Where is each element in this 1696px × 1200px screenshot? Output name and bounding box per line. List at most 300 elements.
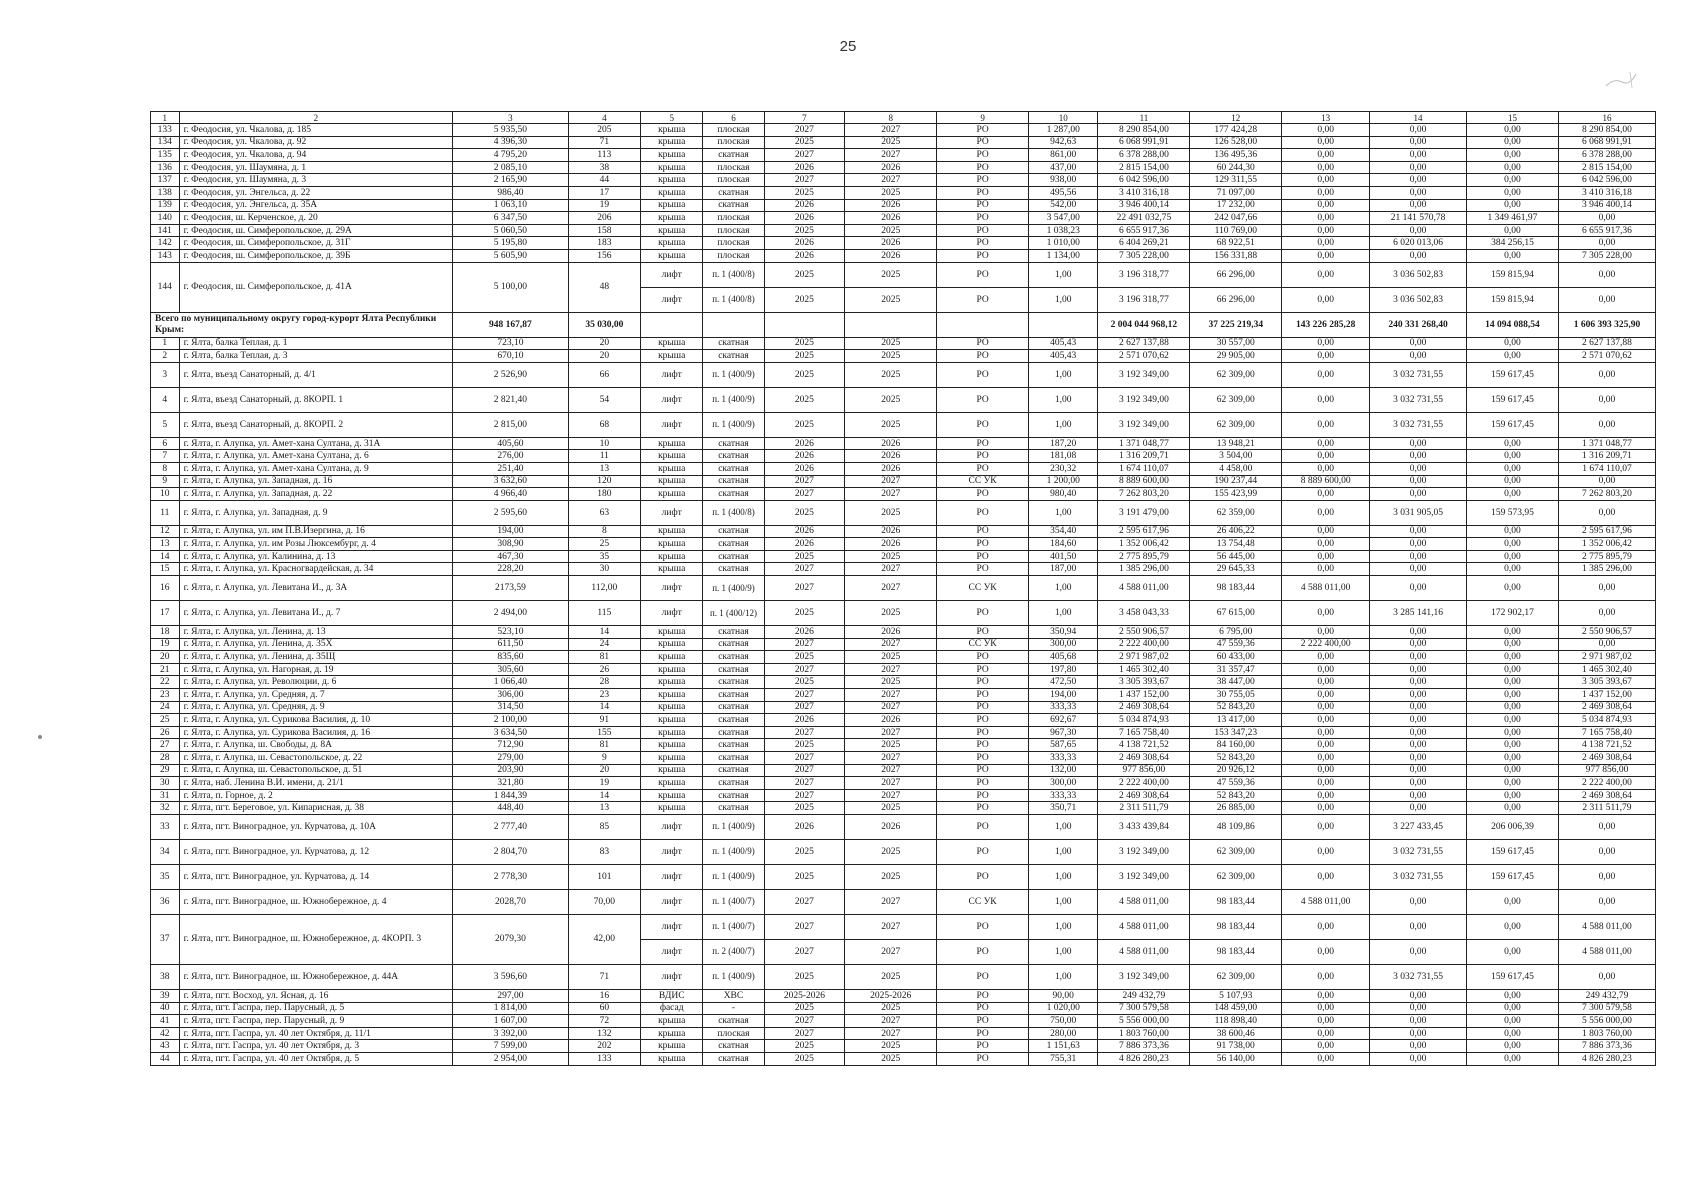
table-row (151, 500, 1656, 525)
table-cell: 26 (151, 726, 180, 739)
table-cell: 4 588 011,00 (1098, 576, 1190, 601)
table-cell: 0,00 (1467, 726, 1559, 739)
table-cell: 986,40 (453, 186, 568, 199)
table-cell: 0,00 (1282, 1040, 1370, 1053)
table-cell: крыша (641, 350, 703, 363)
table-cell: 2027 (845, 563, 937, 576)
table-cell: 0,00 (1282, 864, 1370, 889)
table-cell: 980,40 (1029, 488, 1098, 501)
table-cell: крыша (641, 1027, 703, 1040)
table-cell: 333,33 (1029, 789, 1098, 802)
table-cell: 9 (568, 752, 640, 765)
table-cell: 0,00 (1467, 563, 1559, 576)
table-cell: 62 309,00 (1190, 387, 1282, 412)
table-cell: 0,00 (1558, 362, 1655, 387)
table-cell: 2 469 308,64 (1558, 789, 1655, 802)
table-cell: 542,00 (1029, 199, 1098, 212)
table-cell: 20 (151, 651, 180, 664)
table-cell: РО (937, 199, 1029, 212)
table-cell: 750,00 (1029, 1015, 1098, 1028)
table-cell: 2025 (764, 387, 845, 412)
table-cell: г. Феодосия, ул. Шаумяна, д. 1 (179, 161, 453, 174)
table-row (151, 964, 1656, 989)
table-cell: 2025 (764, 362, 845, 387)
table-cell: 44 (568, 174, 640, 187)
table-cell: 405,68 (1029, 651, 1098, 664)
table-cell: 0,00 (1282, 550, 1370, 563)
table-cell: 942,63 (1029, 136, 1098, 149)
table-cell: 2 469 308,64 (1558, 701, 1655, 714)
table-cell: лифт (641, 939, 703, 964)
table-cell: 2025 (764, 350, 845, 363)
table-cell: 0,00 (1558, 638, 1655, 651)
table-cell: 11 (568, 450, 640, 463)
table-cell: крыша (641, 1052, 703, 1065)
table-cell: 2 815 154,00 (1098, 161, 1190, 174)
table-cell: 83 (568, 839, 640, 864)
table-cell: 0,00 (1370, 538, 1467, 551)
table-cell: 0,00 (1467, 224, 1559, 237)
table-cell: скатная (703, 488, 764, 501)
table-cell: 30 (151, 777, 180, 790)
table-cell: лифт (641, 964, 703, 989)
table-cell: СС УК (937, 638, 1029, 651)
table-cell: 0,00 (1467, 337, 1559, 350)
table-cell: скатная (703, 752, 764, 765)
table-cell: 2027 (845, 576, 937, 601)
table-cell: 8 (568, 525, 640, 538)
table-cell: крыша (641, 739, 703, 752)
table-cell: 0,00 (1370, 889, 1467, 914)
table-cell: 140 (151, 212, 180, 225)
table-cell: 405,60 (453, 437, 568, 450)
table-cell: 3 634,50 (453, 726, 568, 739)
empty-cell (1029, 312, 1098, 337)
table-cell: лифт (641, 387, 703, 412)
table-cell: РО (937, 989, 1029, 1002)
table-row (151, 1052, 1656, 1065)
table-cell: 28 (151, 752, 180, 765)
table-cell: крыша (641, 212, 703, 225)
table-cell: 2026 (764, 714, 845, 727)
table-cell: г. Ялта, г. Алупка, ул. Революции, д. 6 (179, 676, 453, 689)
table-cell: 2026 (764, 450, 845, 463)
table-cell: 240 331 268,40 (1370, 312, 1467, 337)
table-cell: 6 655 917,36 (1558, 224, 1655, 237)
table-cell: 2 971 987,02 (1098, 651, 1190, 664)
table-cell: 495,56 (1029, 186, 1098, 199)
table-cell: лифт (641, 500, 703, 525)
table-row (151, 626, 1656, 639)
table-cell: 13 (151, 538, 180, 551)
table-cell: 0,00 (1370, 1040, 1467, 1053)
table-cell: 15 (151, 563, 180, 576)
table-cell: 8 (151, 462, 180, 475)
table-cell: 0,00 (1282, 199, 1370, 212)
table-cell: 7 305 228,00 (1558, 249, 1655, 262)
table-cell: п. 1 (400/8) (703, 262, 764, 287)
table-row (151, 1002, 1656, 1015)
table-cell: скатная (703, 701, 764, 714)
table-cell: 177 424,28 (1190, 124, 1282, 137)
table-cell: 0,00 (1370, 576, 1467, 601)
table-cell: п. 1 (400/9) (703, 387, 764, 412)
table-cell: 3 632,60 (453, 475, 568, 488)
table-cell: 153 347,23 (1190, 726, 1282, 739)
table-row (151, 161, 1656, 174)
table-cell: 4 (568, 112, 640, 124)
table-cell: 47 559,36 (1190, 638, 1282, 651)
table-cell: г. Ялта, балка Теплая, д. 1 (179, 337, 453, 350)
table-cell: скатная (703, 789, 764, 802)
table-cell: скатная (703, 525, 764, 538)
table-cell: 2026 (845, 814, 937, 839)
table-cell: 5 556 000,00 (1558, 1015, 1655, 1028)
table-cell: крыша (641, 450, 703, 463)
table-cell: 13 948,21 (1190, 437, 1282, 450)
table-cell: плоская (703, 249, 764, 262)
table-cell: 0,00 (1558, 601, 1655, 626)
table-cell: 2 004 044 968,12 (1098, 312, 1190, 337)
table-cell: 2025 (764, 337, 845, 350)
table-cell: 9 (151, 475, 180, 488)
table-row (151, 437, 1656, 450)
table-cell: г. Ялта, г. Алупка, ул. Средняя, д. 7 (179, 689, 453, 702)
table-cell: 0,00 (1282, 676, 1370, 689)
table-cell: Всего по муниципальному округу город-курорт Ялта Республики Крым: (151, 312, 453, 337)
table-cell: РО (937, 726, 1029, 739)
table-cell: 60 (568, 1002, 640, 1015)
table-cell: крыша (641, 174, 703, 187)
table-cell: РО (937, 701, 1029, 714)
table-cell: 6 (703, 112, 764, 124)
table-cell: 2025 (845, 337, 937, 350)
table-cell: 22 (151, 676, 180, 689)
table-cell: РО (937, 350, 1029, 363)
table-cell: 0,00 (1370, 1027, 1467, 1040)
table-cell: РО (937, 500, 1029, 525)
table-cell: 2 100,00 (453, 714, 568, 727)
table-cell: 2025 (845, 500, 937, 525)
table-cell: 2025 (764, 1002, 845, 1015)
table-cell: 1 (151, 112, 180, 124)
table-cell: - (703, 1002, 764, 1015)
table-cell: 12 (1190, 112, 1282, 124)
table-cell: 52 843,20 (1190, 701, 1282, 714)
table-cell: скатная (703, 626, 764, 639)
table-cell: плоская (703, 212, 764, 225)
table-cell: 0,00 (1467, 1027, 1559, 1040)
table-cell: РО (937, 1002, 1029, 1015)
table-cell: г. Ялта, пгт. Гаспра, ул. 40 лет Октября, д. 3 (179, 1040, 453, 1053)
table-row (151, 1027, 1656, 1040)
table-cell: 4 588 011,00 (1558, 914, 1655, 939)
table-cell: 230,32 (1029, 462, 1098, 475)
table-cell: 2027 (845, 663, 937, 676)
table-cell: 56 140,00 (1190, 1052, 1282, 1065)
table-cell: 37 (151, 914, 180, 964)
empty-cell (764, 312, 845, 337)
table-cell: 2027 (764, 124, 845, 137)
table-cell: крыша (641, 488, 703, 501)
table-cell: 15 (1467, 112, 1559, 124)
table-cell: 2025 (845, 550, 937, 563)
table-cell: 0,00 (1370, 149, 1467, 162)
table-cell: 2027 (764, 689, 845, 702)
table-row (151, 764, 1656, 777)
table-cell: 0,00 (1282, 212, 1370, 225)
table-cell: г. Ялта, г. Алупка, ул. им Розы Люксембург, д. 4 (179, 538, 453, 551)
table-cell: 0,00 (1282, 914, 1370, 939)
table-cell: 1 606 393 325,90 (1558, 312, 1655, 337)
table-cell: 0,00 (1467, 462, 1559, 475)
table-cell: 0,00 (1370, 224, 1467, 237)
table-cell: 70,00 (568, 889, 640, 914)
table-row (151, 814, 1656, 839)
table-cell: РО (937, 550, 1029, 563)
table-cell: 3 192 349,00 (1098, 387, 1190, 412)
table-cell: крыша (641, 550, 703, 563)
table-cell: 2026 (845, 249, 937, 262)
table-cell: 0,00 (1467, 450, 1559, 463)
table-cell: 20 926,12 (1190, 764, 1282, 777)
table-cell: г. Ялта, г. Алупка, ул. Амет-хана Султана, д. 6 (179, 450, 453, 463)
table-cell: 2027 (764, 475, 845, 488)
table-cell: 26 (568, 663, 640, 676)
table-row (151, 550, 1656, 563)
table-cell: скатная (703, 676, 764, 689)
table-cell: 3 196 318,77 (1098, 262, 1190, 287)
table-cell: 0,00 (1370, 764, 1467, 777)
table-cell: 1 200,00 (1029, 475, 1098, 488)
table-row (151, 989, 1656, 1002)
table-cell: 0,00 (1282, 538, 1370, 551)
table-cell: 2 469 308,64 (1098, 789, 1190, 802)
table-cell: крыша (641, 1015, 703, 1028)
table-cell: г. Феодосия, ул. Энгельса, д. 35А (179, 199, 453, 212)
table-cell: 0,00 (1282, 714, 1370, 727)
table-cell: г. Ялта, пгт. Виноградное, ш. Южнобережное, д. 44А (179, 964, 453, 989)
table-cell: крыша (641, 714, 703, 727)
table-cell: 35 (151, 864, 180, 889)
table-row (151, 199, 1656, 212)
table-cell: 2027 (845, 475, 937, 488)
table-cell: 6 020 013,06 (1370, 237, 1467, 250)
table-cell: 977 856,00 (1098, 764, 1190, 777)
table-cell: 611,50 (453, 638, 568, 651)
table-row (151, 802, 1656, 815)
table-header-row (151, 112, 1656, 124)
table-cell: г. Феодосия, ш. Керченское, д. 20 (179, 212, 453, 225)
table-cell: 197,80 (1029, 663, 1098, 676)
table-cell: г. Ялта, г. Алупка, ул. Ленина, д. 35Щ (179, 651, 453, 664)
table-cell: 137 (151, 174, 180, 187)
table-cell: 350,71 (1029, 802, 1098, 815)
table-cell: 938,00 (1029, 174, 1098, 187)
table-cell: 2027 (845, 1027, 937, 1040)
table-cell: 0,00 (1467, 525, 1559, 538)
table-cell: 2027 (845, 939, 937, 964)
table-cell: г. Ялта, п. Горное, д. 2 (179, 789, 453, 802)
table-cell: 143 226 285,28 (1282, 312, 1370, 337)
table-row (151, 651, 1656, 664)
table-cell: скатная (703, 1015, 764, 1028)
table-cell: лифт (641, 864, 703, 889)
table-cell: 2025 (764, 1052, 845, 1065)
table-cell: 2025 (764, 601, 845, 626)
table-cell: РО (937, 337, 1029, 350)
table-cell: 1 066,40 (453, 676, 568, 689)
table-cell: 0,00 (1558, 262, 1655, 287)
table-cell: 0,00 (1282, 500, 1370, 525)
table-cell: 2027 (764, 563, 845, 576)
table-cell: 2 494,00 (453, 601, 568, 626)
table-cell: 0,00 (1370, 638, 1467, 651)
table-cell: 67 615,00 (1190, 601, 1282, 626)
table-cell: 62 309,00 (1190, 362, 1282, 387)
table-cell: 52 843,20 (1190, 789, 1282, 802)
table-cell: 39 (151, 989, 180, 1002)
table-cell: 159 815,94 (1467, 262, 1559, 287)
table-cell: 0,00 (1282, 450, 1370, 463)
table-cell: г. Ялта, балка Теплая, д. 3 (179, 350, 453, 363)
total-row (151, 312, 1656, 337)
table-cell: крыша (641, 337, 703, 350)
table-cell: 1 437 152,00 (1098, 689, 1190, 702)
table-cell: 308,90 (453, 538, 568, 551)
table-cell: 2026 (764, 212, 845, 225)
table-cell: РО (937, 538, 1029, 551)
table-cell: 384 256,15 (1467, 237, 1559, 250)
table-cell: 4 588 011,00 (1098, 939, 1190, 964)
table-cell: г. Ялта, пгт. Виноградное, ул. Курчатова, д. 12 (179, 839, 453, 864)
table-cell: 0,00 (1467, 914, 1559, 939)
table-cell: 21 141 570,78 (1370, 212, 1467, 225)
table-cell: 11 (151, 500, 180, 525)
table-cell: 2025 (845, 676, 937, 689)
table-cell: 2 954,00 (453, 1052, 568, 1065)
table-cell: 305,60 (453, 663, 568, 676)
table-cell: 2027 (764, 764, 845, 777)
table-cell: лифт (641, 412, 703, 437)
table-cell: 7 165 758,40 (1558, 726, 1655, 739)
table-cell: 5 195,80 (453, 237, 568, 250)
table-cell: 113 (568, 149, 640, 162)
table-cell: г. Ялта, г. Алупка, ул. Калинина, д. 13 (179, 550, 453, 563)
table-cell: 4 966,40 (453, 488, 568, 501)
empty-cell (937, 312, 1029, 337)
table-cell: 183 (568, 237, 640, 250)
table-cell: 2 469 308,64 (1558, 752, 1655, 765)
table-cell: 1,00 (1029, 864, 1098, 889)
table-cell: скатная (703, 538, 764, 551)
table-cell: 41 (151, 1015, 180, 1028)
table-cell: 23 (151, 689, 180, 702)
table-row (151, 174, 1656, 187)
table-cell: 0,00 (1282, 350, 1370, 363)
table-cell: 0,00 (1282, 287, 1370, 312)
table-cell: 2 526,90 (453, 362, 568, 387)
table-cell: 2025 (845, 839, 937, 864)
table-cell: 0,00 (1467, 1040, 1559, 1053)
table-cell: 0,00 (1282, 1052, 1370, 1065)
table-cell: 4 588 011,00 (1282, 576, 1370, 601)
table-cell: РО (937, 802, 1029, 815)
table-cell: 3 (453, 112, 568, 124)
table-cell: 0,00 (1282, 412, 1370, 437)
table-cell: 29 645,33 (1190, 563, 1282, 576)
table-cell: 2026 (764, 814, 845, 839)
table-cell: 136 495,36 (1190, 149, 1282, 162)
table-cell: РО (937, 964, 1029, 989)
table-cell: 2027 (845, 914, 937, 939)
table-cell: 21 (151, 663, 180, 676)
table-cell: 3 547,00 (1029, 212, 1098, 225)
table-cell: 0,00 (1370, 136, 1467, 149)
table-cell: 0,00 (1282, 1015, 1370, 1028)
table-row (151, 663, 1656, 676)
table-cell: 0,00 (1282, 488, 1370, 501)
table-cell: 26 885,00 (1190, 802, 1282, 815)
table-cell: 0,00 (1282, 136, 1370, 149)
table-cell: РО (937, 525, 1029, 538)
table-cell: 0,00 (1558, 500, 1655, 525)
table-row (151, 789, 1656, 802)
table-cell: 1 151,63 (1029, 1040, 1098, 1053)
table-cell: 2025 (764, 550, 845, 563)
table-cell: 2027 (764, 149, 845, 162)
table-cell: 0,00 (1282, 237, 1370, 250)
table-row (151, 387, 1656, 412)
table-cell: РО (937, 136, 1029, 149)
table-cell: 120 (568, 475, 640, 488)
table-cell: 6 378 288,00 (1098, 149, 1190, 162)
table-cell: лифт (641, 814, 703, 839)
table-cell: 6 655 917,36 (1098, 224, 1190, 237)
table-cell: 110 769,00 (1190, 224, 1282, 237)
table-cell: 0,00 (1282, 626, 1370, 639)
table-cell: 0,00 (1558, 839, 1655, 864)
table-cell: РО (937, 186, 1029, 199)
table-cell: 5 034 874,93 (1098, 714, 1190, 727)
table-cell: 3 433 439,84 (1098, 814, 1190, 839)
table-cell: 0,00 (1370, 752, 1467, 765)
table-cell: РО (937, 1052, 1029, 1065)
table-cell: крыша (641, 563, 703, 576)
table-cell: 8 290 854,00 (1558, 124, 1655, 137)
table-row (151, 262, 1656, 287)
table-cell: 7 300 579,58 (1098, 1002, 1190, 1015)
table-cell: 0,00 (1282, 689, 1370, 702)
table-cell: 13 417,00 (1190, 714, 1282, 727)
table-cell: 172 902,17 (1467, 601, 1559, 626)
table-cell: г. Ялта, г. Алупка, ул. Левитана И., д. 7 (179, 601, 453, 626)
table-cell: 16 (151, 576, 180, 601)
table-cell: крыша (641, 701, 703, 714)
table-cell: г. Ялта, г. Алупка, ул. Сурикова Василия, д. 10 (179, 714, 453, 727)
table-cell: 6 042 596,00 (1558, 174, 1655, 187)
table-cell: РО (937, 777, 1029, 790)
table-cell: 144 (151, 262, 180, 312)
table-cell: 206 006,39 (1467, 814, 1559, 839)
table-cell: 0,00 (1282, 789, 1370, 802)
table-cell: 1 352 006,42 (1558, 538, 1655, 551)
table-cell: 12 (151, 525, 180, 538)
table-cell: 1,00 (1029, 387, 1098, 412)
table-cell: 0,00 (1282, 764, 1370, 777)
table-cell: 187,20 (1029, 437, 1098, 450)
table-cell: 2026 (845, 626, 937, 639)
